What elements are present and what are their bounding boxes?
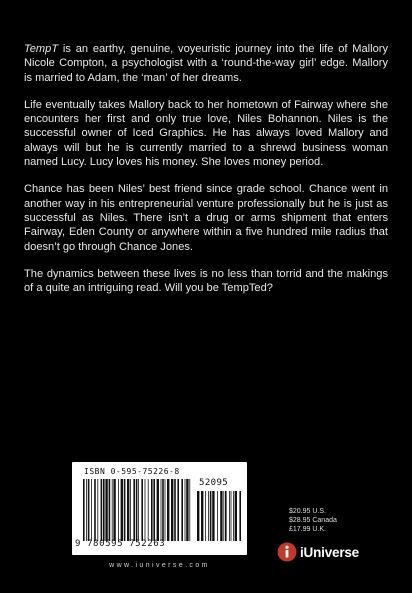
- price-addon-number: 52095: [199, 478, 229, 488]
- price-canada: $28.95 Canada: [289, 517, 337, 524]
- iuniverse-logo-icon: [277, 542, 297, 562]
- blurb-paragraph-2: Life eventually takes Mallory back to her hometown of Fairway where she encounters her first and only true love, Niles Bohannon. Niles is the successful owner of Iced Graphics. He has always loved Mallory and always will but he is currently married to a shrewd business woman named Lucy. Lucy loves his money. She loves money period.: [24, 98, 388, 169]
- publisher-name: iUniverse: [300, 544, 359, 560]
- blurb-paragraph-1: [24, 42, 388, 85]
- blurb-paragraph-4: The dynamics between these lives is no less than torrid and the makings of a quite an intriguing read. Will you be TempTed?: [24, 267, 388, 295]
- price-list: [289, 507, 337, 534]
- isbn-label: ISBN 0-595-75226-8: [84, 467, 180, 476]
- publisher-url[interactable]: www.iuniverse.com: [109, 562, 210, 569]
- blurb: [24, 42, 388, 308]
- ean-barcode-bars: [83, 479, 191, 541]
- book-title-italic: TempT: [24, 43, 59, 55]
- addon-barcode-bars: [197, 491, 241, 541]
- ean-digits: 9 780595 752263: [75, 539, 166, 549]
- publisher-logo: [277, 541, 359, 563]
- price-us: $20.95 U.S.: [289, 508, 326, 515]
- price-uk: £17.99 U.K.: [289, 526, 326, 533]
- blurb-paragraph-1-text: is an earthy, genuine, voyeuristic journey into the life of Mallory Nicole Compton, a psychologist with a ‘round-the-way girl’ edge. Mallory is married to Adam, the ‘man’ of her dreams.: [24, 43, 388, 84]
- barcode: [72, 462, 247, 555]
- blurb-paragraph-3: Chance has been Niles’ best friend since grade school. Chance went in another way in his entrepreneurial venture professionally but he is just as successful as Niles. There isn’t a drug or arms shipment that enters Fairway, Eden County or anywhere within a five hundred mile radius that doesn’t go through Chance Jones.: [24, 183, 388, 253]
